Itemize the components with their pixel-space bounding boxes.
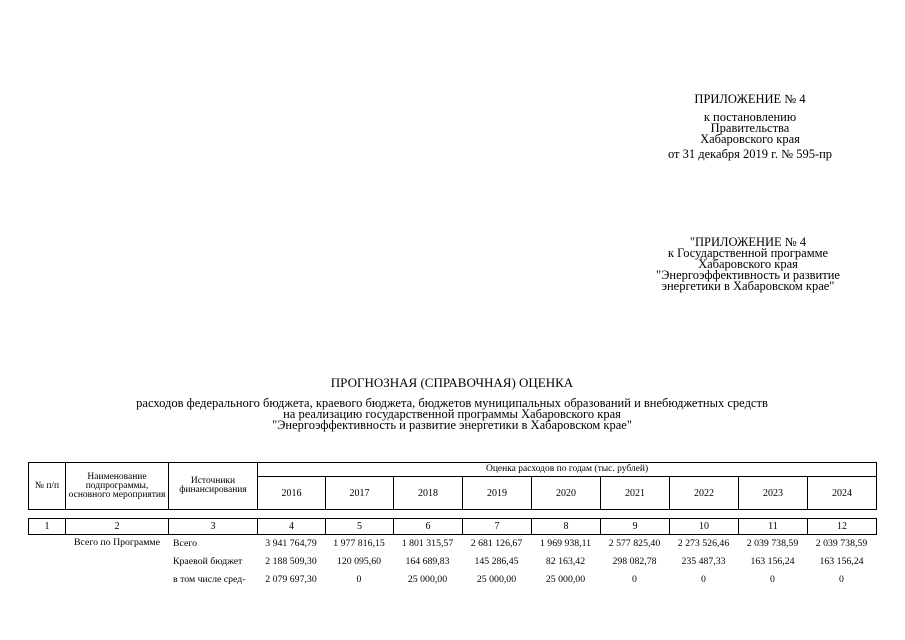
header-year: 2017 <box>326 477 394 510</box>
header-year: 2019 <box>463 477 532 510</box>
value-cell: 163 156,24 <box>819 556 864 567</box>
header-name: Наименование подпрограммы, основного мероприятия <box>66 463 169 510</box>
value-cell: 25 000,00 <box>407 574 448 585</box>
column-number: 3 <box>169 519 258 535</box>
appendix-region: Хабаровского края <box>700 132 800 146</box>
value-cell: 1 969 938,11 <box>539 538 592 549</box>
expense-table-header <box>28 462 877 535</box>
value-cell: 2 188 509,30 <box>265 556 317 567</box>
value-cell: 0 <box>701 574 706 585</box>
value-cell: 2 273 526,46 <box>677 538 730 549</box>
title-line1: расходов федерального бюджета, краевого бюджета, бюджетов муниципальных образований и внебюджетных средств <box>136 396 768 410</box>
column-number: 10 <box>670 519 739 535</box>
value-cell: 3 941 764,79 <box>265 538 317 549</box>
value-cell: 2 681 126,67 <box>470 538 523 549</box>
value-cell: 2 039 738,59 <box>746 538 799 549</box>
value-cell: 0 <box>770 574 775 585</box>
source-cell: Краевой бюджет <box>173 556 243 567</box>
appendix-government: Правительства <box>710 121 790 135</box>
header-year: 2016 <box>258 477 326 510</box>
header-year: 2020 <box>532 477 601 510</box>
table-row <box>28 538 876 556</box>
header-year: 2022 <box>670 477 739 510</box>
title-line2: на реализацию государственной программы Хабаровского края <box>283 407 621 421</box>
value-cell: 120 095,60 <box>336 556 382 567</box>
program-appendix-line2: к Государственной программе <box>667 246 829 260</box>
source-cell: в том числе сред- <box>173 574 246 585</box>
value-cell: 0 <box>632 574 637 585</box>
value-cell: 82 163,42 <box>545 556 586 567</box>
document-title <box>60 376 844 431</box>
value-cell: 163 156,24 <box>750 556 795 567</box>
column-number: 12 <box>808 519 877 535</box>
value-cell: 25 000,00 <box>545 574 586 585</box>
appendix-date: от 31 декабря 2019 г. № 595-пр <box>667 147 833 161</box>
header-year: 2024 <box>808 477 877 510</box>
program-appendix-line4: "Энергоэффективность и развитие <box>656 268 840 282</box>
column-number: 2 <box>66 519 169 535</box>
column-number: 9 <box>601 519 670 535</box>
value-cell: 25 000,00 <box>476 574 517 585</box>
program-appendix-header <box>632 236 864 292</box>
column-number: 11 <box>739 519 808 535</box>
value-cell: 0 <box>356 574 362 585</box>
column-number: 4 <box>258 519 326 535</box>
header-number: № п/п <box>29 463 66 510</box>
appendix-header <box>650 92 850 160</box>
value-cell: 1 977 816,15 <box>333 538 385 549</box>
column-number: 1 <box>29 519 66 535</box>
source-cell: Всего <box>173 538 198 549</box>
column-number: 6 <box>394 519 463 535</box>
value-cell: 298 082,78 <box>612 556 657 567</box>
program-appendix-number: "ПРИЛОЖЕНИЕ № 4 <box>689 235 807 249</box>
value-cell: 2 039 738,59 <box>815 538 868 549</box>
value-cell: 164 689,83 <box>405 556 450 567</box>
value-cell: 0 <box>839 574 844 585</box>
value-cell: 1 801 315,57 <box>401 538 454 549</box>
header-estimate: Оценка расходов по годам (тыс. рублей) <box>258 463 877 477</box>
value-cell: 145 286,45 <box>474 556 519 567</box>
appendix-number: ПРИЛОЖЕНИЕ № 4 <box>694 92 806 106</box>
header-year: 2021 <box>601 477 670 510</box>
program-appendix-line3: Хабаровского края <box>698 257 798 271</box>
program-name: Всего по Программе <box>74 538 160 548</box>
appendix-to-resolution: к постановлению <box>703 110 797 124</box>
header-source: Источники финансирования <box>169 463 258 510</box>
header-year: 2023 <box>739 477 808 510</box>
title-line3: "Энергоэффективность и развитие энергетики в Хабаровском крае" <box>272 418 632 432</box>
column-number: 8 <box>532 519 601 535</box>
column-number: 7 <box>463 519 532 535</box>
column-number: 5 <box>326 519 394 535</box>
title-heading: ПРОГНОЗНАЯ (СПРАВОЧНАЯ) ОЦЕНКА <box>330 375 574 390</box>
program-appendix-line5: энергетики в Хабаровском крае" <box>661 279 835 293</box>
value-cell: 2 577 825,40 <box>608 538 661 549</box>
expense-table-body <box>28 538 876 592</box>
value-cell: 235 487,33 <box>681 556 726 567</box>
value-cell: 2 079 697,30 <box>265 574 317 585</box>
header-year: 2018 <box>394 477 463 510</box>
